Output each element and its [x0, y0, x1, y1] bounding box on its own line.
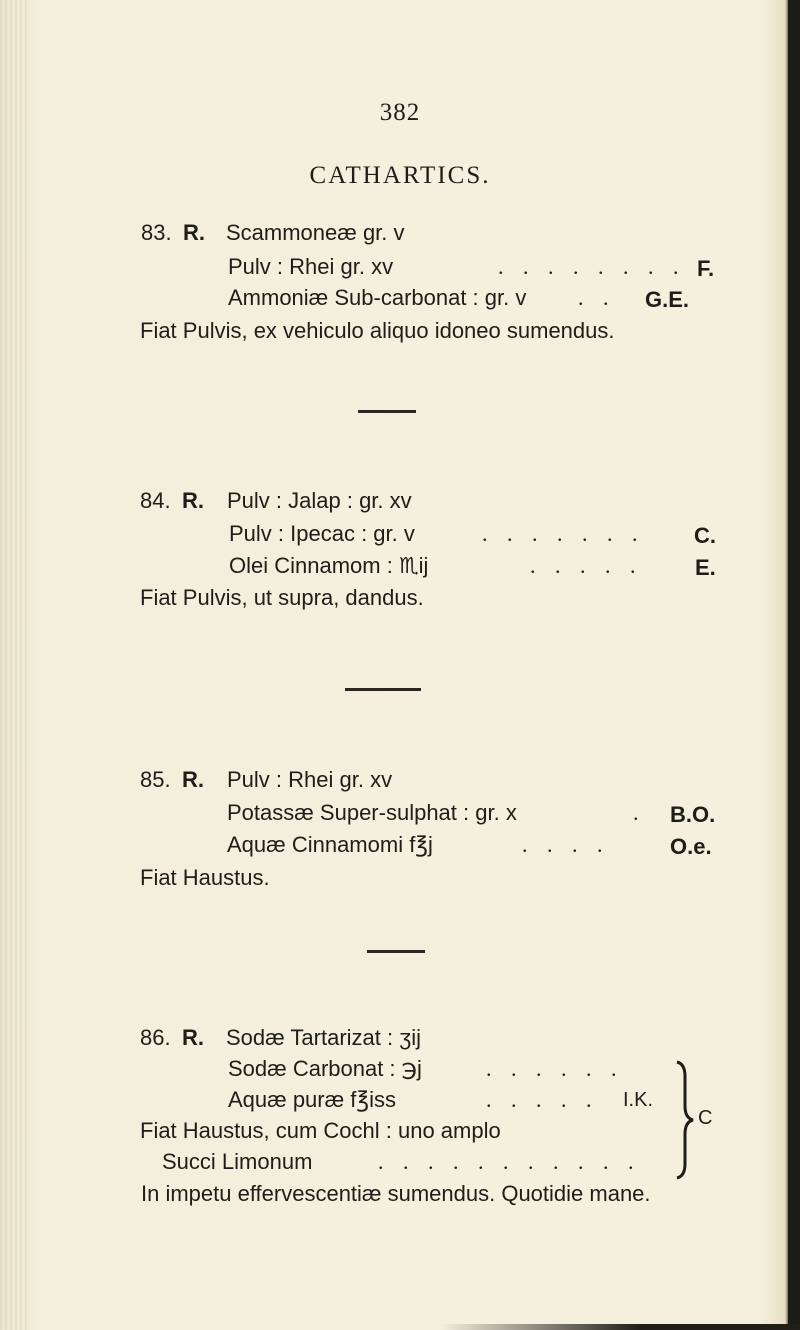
ingredient-line: Pulv : Jalap : gr. xv — [227, 488, 412, 513]
leader-dots: . — [633, 800, 646, 825]
prescriber-initials: F. — [697, 256, 715, 281]
directions-line: Fiat Haustus. — [140, 865, 270, 890]
ingredient-line: Pulv : Rhei gr. xv — [227, 767, 393, 792]
leader-dots: . . . . . — [530, 553, 643, 578]
page-edge — [788, 0, 800, 1330]
prescriber-initials: E. — [695, 555, 716, 580]
ingredient-line: Potassæ Super-sulphat : gr. x — [227, 800, 517, 825]
page-gutter — [0, 0, 28, 1330]
directions-line: Fiat Pulvis, ex vehiculo aliquo idoneo sumendus. — [140, 318, 615, 343]
section-rule — [345, 688, 421, 691]
prescriber-initials: O.e. — [670, 834, 712, 859]
prescriber-initials: G.E. — [645, 287, 690, 312]
prescriber-initials: B.O. — [670, 802, 716, 827]
leader-dots: . . . . . — [486, 1087, 599, 1112]
ingredient-line: Sodæ Tartarizat : ʒij — [226, 1025, 421, 1050]
running-head: CATHARTICS. — [309, 162, 491, 189]
leader-dots: . . . . . . . . . . . — [378, 1149, 641, 1174]
leader-dots: . . . . . . . . — [498, 254, 686, 279]
page-number: 382 — [379, 99, 421, 126]
section-rule — [358, 410, 416, 413]
recipe-symbol: R. — [182, 1025, 204, 1050]
page-bottom-edge — [0, 1324, 800, 1330]
ingredient-line: Pulv : Rhei gr. xv — [228, 254, 394, 279]
prescriber-initials: C — [698, 1107, 713, 1129]
prescriber-initials: C. — [694, 523, 716, 548]
directions-line: Fiat Pulvis, ut supra, dandus. — [140, 585, 424, 610]
recipe-symbol: R. — [183, 220, 205, 245]
ingredient-line: Scammoneæ gr. v — [226, 220, 405, 245]
recipe-number: 84. — [140, 488, 171, 513]
leader-dots: . . . . — [522, 832, 610, 857]
ingredient-line: Succi Limonum — [162, 1149, 313, 1174]
directions-line: In impetu effervescentiæ sumendus. Quotidie mane. — [141, 1181, 651, 1206]
recipe-symbol: R. — [182, 767, 204, 792]
recipe-symbol: R. — [182, 488, 204, 513]
ingredient-line: Aquæ Cinnamomi f℥j — [227, 832, 433, 857]
ingredient-line: Ammoniæ Sub-carbonat : gr. v — [228, 285, 527, 310]
prescriber-initials: I.K. — [623, 1089, 654, 1111]
recipe-number: 85. — [140, 767, 171, 792]
directions-line: Fiat Haustus, cum Cochl : uno amplo — [140, 1118, 501, 1143]
leader-dots: . . . . . . — [486, 1056, 624, 1081]
ingredient-line: Aquæ puræ f℥iss — [228, 1087, 396, 1112]
leader-dots: . . — [578, 285, 616, 310]
leader-dots: . . . . . . . — [482, 521, 645, 546]
recipe-number: 83. — [141, 220, 172, 245]
ingredient-line: Olei Cinnamom : ♏ij — [229, 553, 429, 578]
section-rule — [367, 950, 425, 953]
ingredient-line: Pulv : Ipecac : gr. v — [229, 521, 415, 546]
ingredient-line: Sodæ Carbonat : ℈j — [228, 1056, 422, 1081]
recipe-number: 86. — [140, 1025, 171, 1050]
